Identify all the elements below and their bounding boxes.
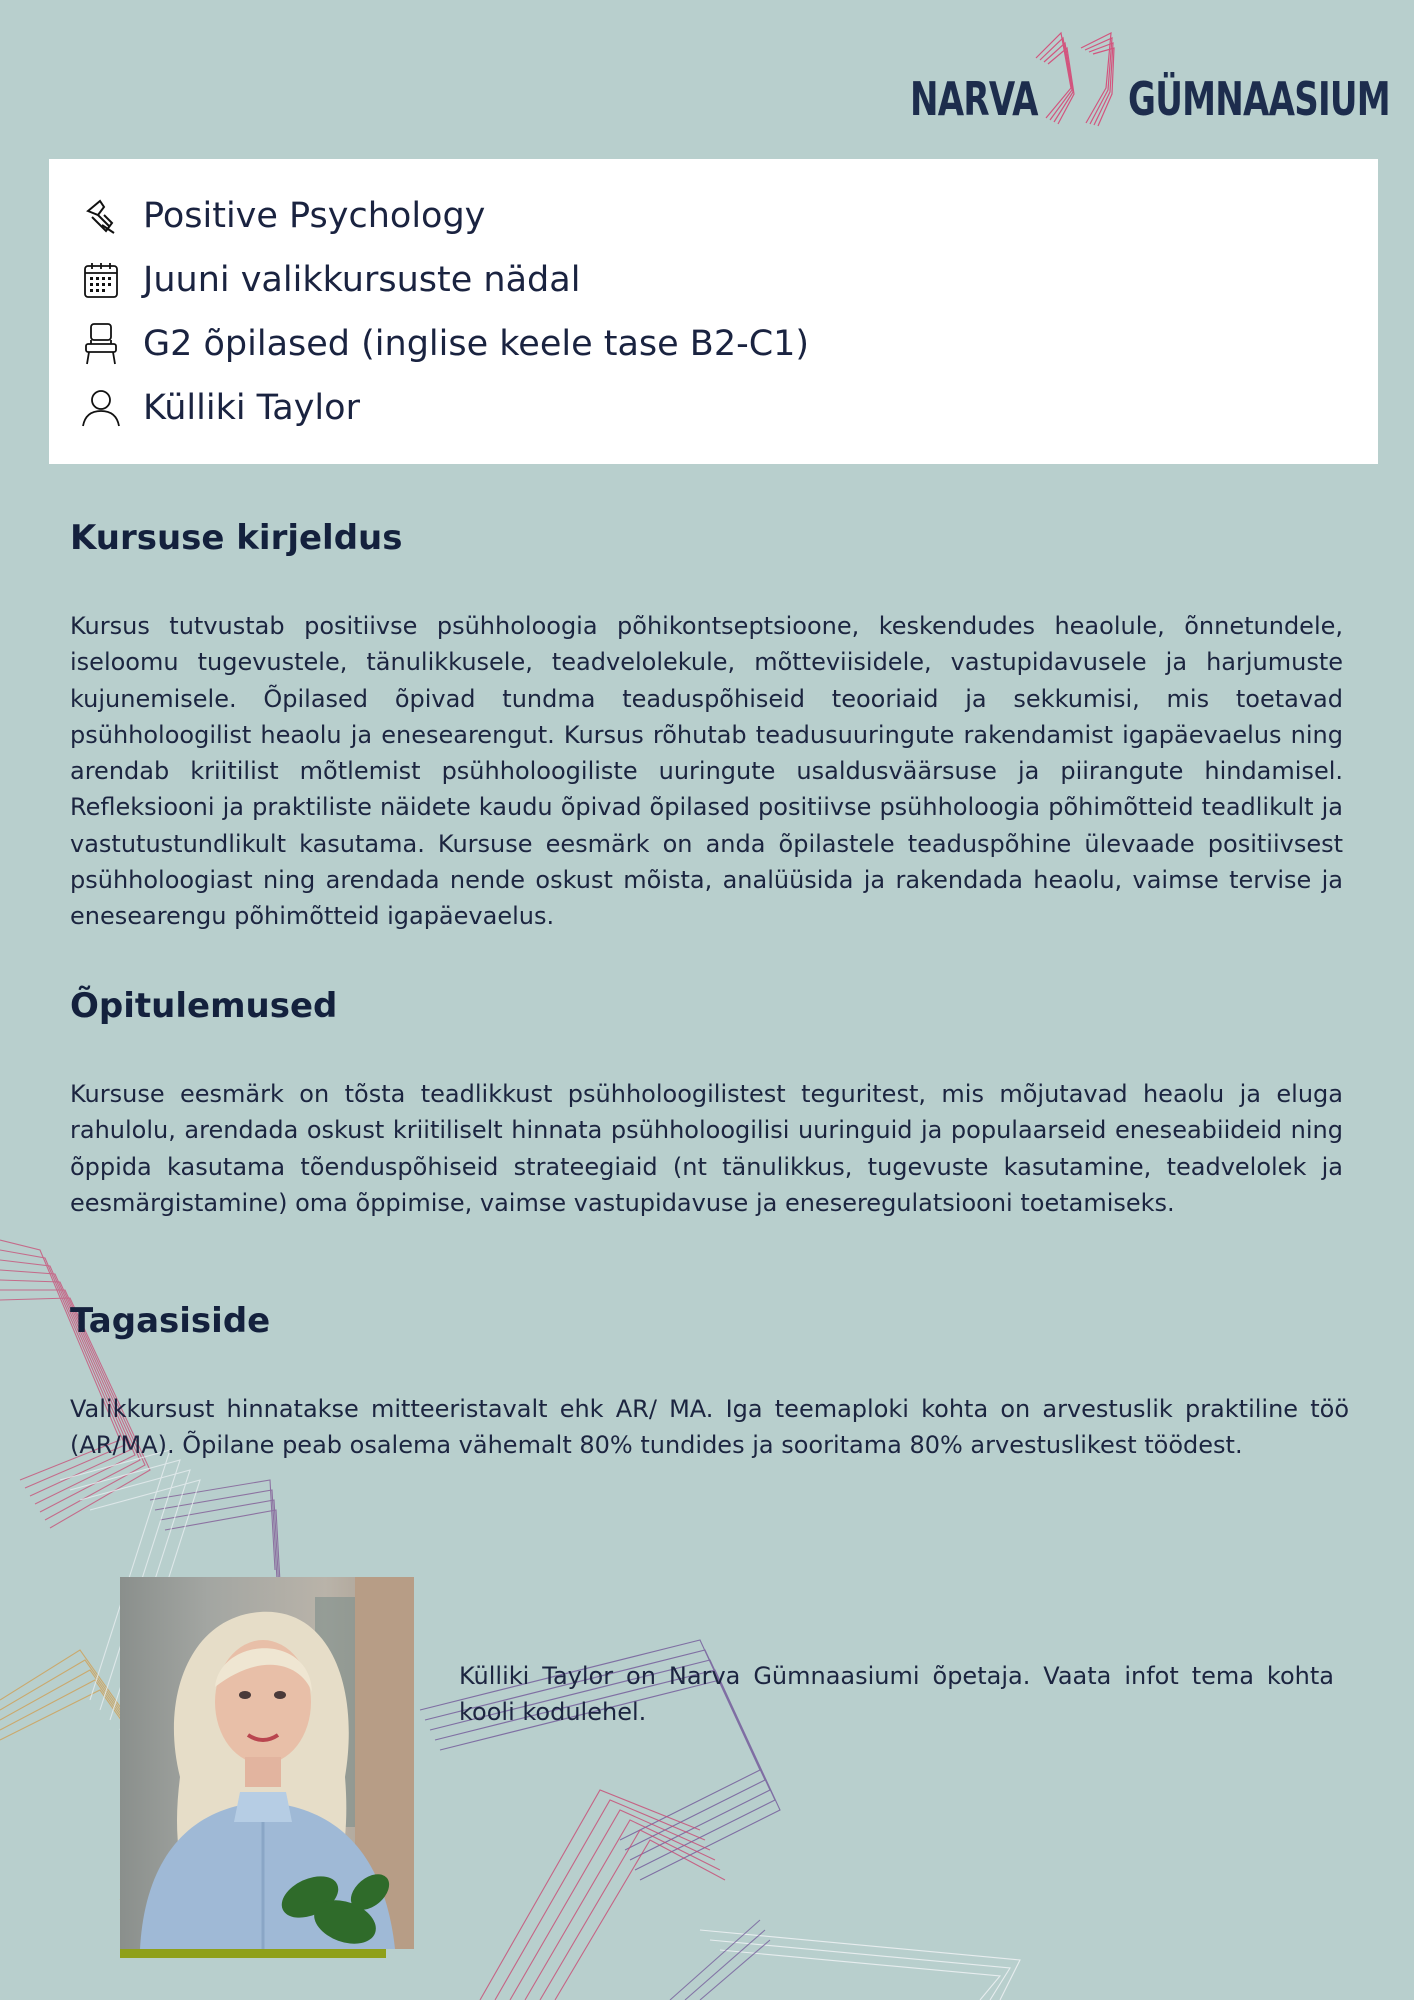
- teacher-bio: Külliki Taylor on Narva Gümnaasiumi õpetaja. Vaata infot tema kohta kooli kodulehel.: [459, 1662, 1334, 1726]
- course-title: Positive Psychology: [143, 196, 486, 236]
- section-title-description: Kursuse kirjeldus: [70, 518, 403, 558]
- section-text-feedback: Valikkursust hinnatakse mitteeristavalt ehk AR/ MA. Iga teemaploki kohta on arvestuslik praktiline töö (AR/MA). Õpilane peab osalema vähemalt 80% tundides ja sooritama 80% arvestuslikest töödest.: [70, 1395, 1349, 1460]
- section-text-description: Kursus tutvustab positiivse psühholoogia põhikontseptsioone, keskendudes heaolule, õnnetundele, iseloomu tugevustele, tänulikkusele, teadvelolekule, mõtteviisidele, vastupidavusele ja harjumuste kujunemisele. Õpilased õpivad tundma teaduspõhiseid teooriaid ja sekkumisi, mis toetavad psühholoogilist heaolu ja enesearengut. Kursus rõhutab teadusuuringute rakendamist igapäevaelus ning arendab kriitilist mõtlemist psühholoogiliste uuringute usaldusväärsuse ja piirangute hindamisel. Refleksiooni ja praktiliste näidete kaudu õpivad õpilased positiivse psühholoogia põhimõtteid teadlikult ja vastutustundlikult kasutama. Kursuse eesmärk on anda õpilastele teaduspõhine ülevaade positiivsest psühholoogiast ning arendada nende oskust mõista, analüüsida ja rakendada heaolu, vaimse tervise ja enesearengu põhimõtteid igapäevaelus.: [70, 612, 1343, 931]
- info-row-week: [81, 258, 580, 302]
- course-audience: G2 õpilased (inglise keele tase B2-C1): [143, 324, 810, 364]
- info-row-audience: [81, 322, 809, 366]
- section-title-feedback: Tagasiside: [70, 1301, 271, 1341]
- info-row-teacher: [81, 386, 360, 430]
- course-week: Juuni valikkursuste nädal: [143, 260, 581, 300]
- chair-icon: [81, 322, 121, 366]
- info-row-course: [81, 194, 485, 238]
- section-title-outcomes: Õpitulemused: [70, 986, 338, 1026]
- teacher-photo: [120, 1577, 414, 1949]
- calendar-icon: [81, 258, 121, 302]
- logo-word-gumnaasium: GÜMNAASIUM: [1128, 72, 1390, 126]
- photo-accent-bar: [120, 1949, 386, 1958]
- section-text-outcomes: Kursuse eesmärk on tõsta teadlikkust psühholoogilistest teguritest, mis mõjutavad heaolu ja eluga rahulolu, arendada oskust kriitiliselt hinnata psühholoogilisi uuringuid ja populaarseid eneseabiideid ning õppida kasutama tõenduspõhiseid strateegiaid (nt tänulikkus, tugevuste kasutamine, teadvelolek ja eesmärgistamine) oma õppimise, vaimse vastupidavuse ja eneseregulatsiooni toetamiseks.: [70, 1080, 1343, 1217]
- teacher-name: Külliki Taylor: [143, 388, 360, 428]
- logo-emblem: [1026, 28, 1126, 128]
- pin-icon: [81, 194, 121, 238]
- logo-word-narva: NARVA: [910, 72, 1038, 126]
- person-icon: [81, 386, 121, 430]
- course-info-card: [49, 159, 1378, 464]
